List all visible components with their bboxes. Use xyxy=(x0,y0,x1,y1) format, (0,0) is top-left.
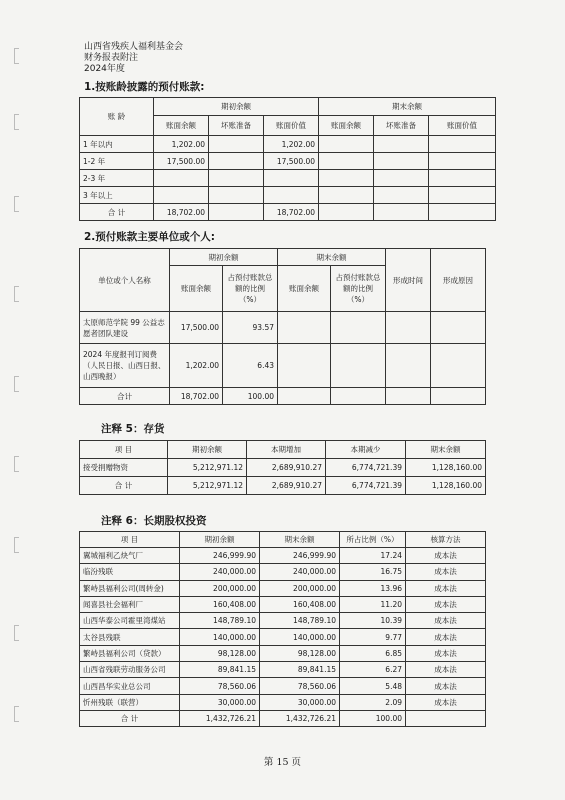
col-header: 期初余额 xyxy=(168,441,247,459)
row-label: 翼城福利乙炔气厂 xyxy=(80,548,180,564)
sub-header: 坏账准备 xyxy=(374,116,429,136)
cell: 140,000.00 xyxy=(180,629,260,645)
binding-hole xyxy=(14,625,19,641)
cell: 2,689,910.27 xyxy=(247,459,326,477)
binding-hole xyxy=(14,537,19,553)
col-aging: 账 龄 xyxy=(80,98,154,136)
cell xyxy=(431,344,486,388)
cell xyxy=(429,204,496,221)
doc-year: 2024年度 xyxy=(84,64,125,74)
cell: 1,202.00 xyxy=(154,136,209,153)
cell xyxy=(209,187,264,204)
binding-hole xyxy=(14,456,19,472)
cell xyxy=(429,136,496,153)
cell xyxy=(331,344,386,388)
table-row xyxy=(80,694,486,710)
cell: 30,000.00 xyxy=(260,694,340,710)
cell: 17,500.00 xyxy=(170,312,223,344)
cell: 成本法 xyxy=(406,645,486,661)
binding-hole xyxy=(14,114,19,130)
section1-title: 1.按账龄披露的预付账款: xyxy=(84,81,205,93)
cell: 140,000.00 xyxy=(260,629,340,645)
row-label: 太谷县残联 xyxy=(80,629,180,645)
cell: 246,999.90 xyxy=(260,548,340,564)
total-row xyxy=(80,477,486,495)
group-end: 期末余额 xyxy=(319,98,496,116)
cell: 2.09 xyxy=(340,694,406,710)
cell: 98,128.00 xyxy=(260,645,340,661)
col-header: 核算方法 xyxy=(406,532,486,548)
cell: 6.27 xyxy=(340,662,406,678)
cell: 13.96 xyxy=(340,580,406,596)
group-begin: 期初余额 xyxy=(154,98,319,116)
cell: 78,560.06 xyxy=(180,678,260,694)
binding-hole xyxy=(14,706,19,722)
cell xyxy=(331,388,386,405)
row-label: 山西省残联劳动服务公司 xyxy=(80,662,180,678)
col-header: 本期增加 xyxy=(247,441,326,459)
cell: 6.43 xyxy=(223,344,278,388)
cell: 240,000.00 xyxy=(180,564,260,580)
table-row xyxy=(80,580,486,596)
sub-header: 账面余额 xyxy=(319,116,374,136)
cell xyxy=(374,204,429,221)
cell xyxy=(429,170,496,187)
cell xyxy=(374,170,429,187)
table-row xyxy=(80,459,486,477)
cell xyxy=(154,187,209,204)
binding-hole xyxy=(14,48,19,64)
cell: 5,212,971.12 xyxy=(168,459,247,477)
cell: 11.20 xyxy=(340,596,406,612)
col-header: 项 目 xyxy=(80,532,180,548)
total-row xyxy=(80,204,496,221)
cell xyxy=(319,136,374,153)
cell: 89,841.15 xyxy=(180,662,260,678)
cell xyxy=(429,153,496,170)
page-number: 第 15 页 xyxy=(263,757,302,768)
col-header: 项 目 xyxy=(80,441,168,459)
cell: 成本法 xyxy=(406,580,486,596)
table-row xyxy=(80,312,486,344)
binding-hole xyxy=(14,376,19,392)
row-label: 合 计 xyxy=(80,477,168,495)
row-label: 太原师范学院 99 公益志愿者团队建设 xyxy=(80,312,170,344)
row-label: 山西昌华实业总公司 xyxy=(80,678,180,694)
table-row xyxy=(80,629,486,645)
cell xyxy=(374,187,429,204)
cell: 6.85 xyxy=(340,645,406,661)
sub-header: 账面余额 xyxy=(154,116,209,136)
cell xyxy=(319,153,374,170)
table-row xyxy=(80,662,486,678)
cell xyxy=(319,187,374,204)
cell xyxy=(386,312,431,344)
cell: 100.00 xyxy=(340,710,406,726)
cell xyxy=(331,312,386,344)
cell: 成本法 xyxy=(406,613,486,629)
row-label: 1 年以内 xyxy=(80,136,154,153)
cell: 246,999.90 xyxy=(180,548,260,564)
cell xyxy=(406,710,486,726)
cell: 成本法 xyxy=(406,678,486,694)
cell xyxy=(431,312,486,344)
cell: 98,128.00 xyxy=(180,645,260,661)
cell: 240,000.00 xyxy=(260,564,340,580)
cell: 1,432,726.21 xyxy=(180,710,260,726)
col-time: 形成时间 xyxy=(386,249,431,312)
cell: 成本法 xyxy=(406,662,486,678)
cell xyxy=(209,170,264,187)
cell: 1,432,726.21 xyxy=(260,710,340,726)
note5-title: 注释 5：存货 xyxy=(101,423,165,435)
col-header: 期末余额 xyxy=(406,441,486,459)
inventory-table xyxy=(79,440,486,495)
cell: 1,128,160.00 xyxy=(406,459,486,477)
cell xyxy=(209,204,264,221)
cell: 9.77 xyxy=(340,629,406,645)
row-label: 1-2 年 xyxy=(80,153,154,170)
aging-prepayment-table xyxy=(79,97,496,221)
cell: 160,408.00 xyxy=(180,596,260,612)
binding-hole xyxy=(14,286,19,302)
cell: 78,560.06 xyxy=(260,678,340,694)
table-row xyxy=(80,596,486,612)
major-prepayment-table xyxy=(79,248,486,405)
cell: 成本法 xyxy=(406,596,486,612)
total-row xyxy=(80,710,486,726)
org-name: 山西省残疾人福利基金会 xyxy=(84,42,184,52)
cell xyxy=(264,170,319,187)
cell xyxy=(154,170,209,187)
cell xyxy=(319,204,374,221)
sub-ratio: 占预付账款总额的比例（%） xyxy=(223,266,278,312)
cell: 17,500.00 xyxy=(154,153,209,170)
cell xyxy=(209,136,264,153)
cell xyxy=(319,170,374,187)
note6-title: 注释 6：长期股权投资 xyxy=(101,515,207,527)
cell: 30,000.00 xyxy=(180,694,260,710)
cell: 18,702.00 xyxy=(170,388,223,405)
row-label: 闻喜县社会福利厂 xyxy=(80,596,180,612)
doc-title: 财务报表附注 xyxy=(84,53,139,63)
col-header: 期末余额 xyxy=(260,532,340,548)
cell: 16.75 xyxy=(340,564,406,580)
cell xyxy=(374,153,429,170)
cell xyxy=(209,153,264,170)
cell: 2,689,910.27 xyxy=(247,477,326,495)
cell: 成本法 xyxy=(406,629,486,645)
table-row xyxy=(80,678,486,694)
cell: 148,789.10 xyxy=(260,613,340,629)
row-label: 合 计 xyxy=(80,204,154,221)
row-label: 山西华泰公司霍里湾煤站 xyxy=(80,613,180,629)
sub-header: 账面价值 xyxy=(429,116,496,136)
col-header: 期初余额 xyxy=(180,532,260,548)
row-label: 2024 年度报刊订阅费（人民日报、山西日报、山西晚报） xyxy=(80,344,170,388)
cell: 200,000.00 xyxy=(260,580,340,596)
col-header: 所占比例（%） xyxy=(340,532,406,548)
table-row xyxy=(80,613,486,629)
cell: 成本法 xyxy=(406,694,486,710)
cell xyxy=(429,187,496,204)
cell: 成本法 xyxy=(406,564,486,580)
cell: 1,128,160.00 xyxy=(406,477,486,495)
table-row xyxy=(80,187,496,204)
cell: 6,774,721.39 xyxy=(326,477,406,495)
cell: 89,841.15 xyxy=(260,662,340,678)
cell: 160,408.00 xyxy=(260,596,340,612)
group-end: 期末余额 xyxy=(278,249,386,266)
table-row xyxy=(80,548,486,564)
total-row xyxy=(80,388,486,405)
group-begin: 期初余额 xyxy=(170,249,278,266)
col-unit: 单位或个人名称 xyxy=(80,249,170,312)
sub-header: 坏账准备 xyxy=(209,116,264,136)
row-label: 接受捐赠物资 xyxy=(80,459,168,477)
sub-balance: 账面余额 xyxy=(278,266,331,312)
sub-header: 账面价值 xyxy=(264,116,319,136)
cell xyxy=(386,388,431,405)
cell: 5.48 xyxy=(340,678,406,694)
document-header xyxy=(84,42,183,75)
table-row xyxy=(80,153,496,170)
cell: 148,789.10 xyxy=(180,613,260,629)
cell: 17,500.00 xyxy=(264,153,319,170)
table-row xyxy=(80,170,496,187)
cell: 成本法 xyxy=(406,548,486,564)
col-header: 本期减少 xyxy=(326,441,406,459)
row-label: 合计 xyxy=(80,388,170,405)
row-label: 繁峙县福利公司（贷款） xyxy=(80,645,180,661)
cell: 17.24 xyxy=(340,548,406,564)
cell xyxy=(264,187,319,204)
cell: 18,702.00 xyxy=(154,204,209,221)
cell: 5,212,971.12 xyxy=(168,477,247,495)
cell xyxy=(278,344,331,388)
sub-ratio: 占预付账款总额的比例（%） xyxy=(331,266,386,312)
long-term-equity-table xyxy=(79,531,486,727)
col-reason: 形成原因 xyxy=(431,249,486,312)
table-row xyxy=(80,136,496,153)
cell: 1,202.00 xyxy=(170,344,223,388)
row-label: 忻州残联（联营） xyxy=(80,694,180,710)
cell: 6,774,721.39 xyxy=(326,459,406,477)
cell: 10.39 xyxy=(340,613,406,629)
cell xyxy=(374,136,429,153)
row-label: 临汾残联 xyxy=(80,564,180,580)
table-row xyxy=(80,344,486,388)
cell xyxy=(386,344,431,388)
cell: 93.57 xyxy=(223,312,278,344)
cell: 1,202.00 xyxy=(264,136,319,153)
table-row xyxy=(80,564,486,580)
binding-hole xyxy=(14,196,19,212)
cell xyxy=(431,388,486,405)
row-label: 繁峙县福利公司(周转金) xyxy=(80,580,180,596)
cell: 18,702.00 xyxy=(264,204,319,221)
row-label: 3 年以上 xyxy=(80,187,154,204)
cell xyxy=(278,388,331,405)
cell xyxy=(278,312,331,344)
row-label: 合 计 xyxy=(80,710,180,726)
section2-title: 2.预付账款主要单位或个人: xyxy=(84,231,215,243)
cell: 100.00 xyxy=(223,388,278,405)
row-label: 2-3 年 xyxy=(80,170,154,187)
table-row xyxy=(80,645,486,661)
cell: 200,000.00 xyxy=(180,580,260,596)
sub-balance: 账面余额 xyxy=(170,266,223,312)
